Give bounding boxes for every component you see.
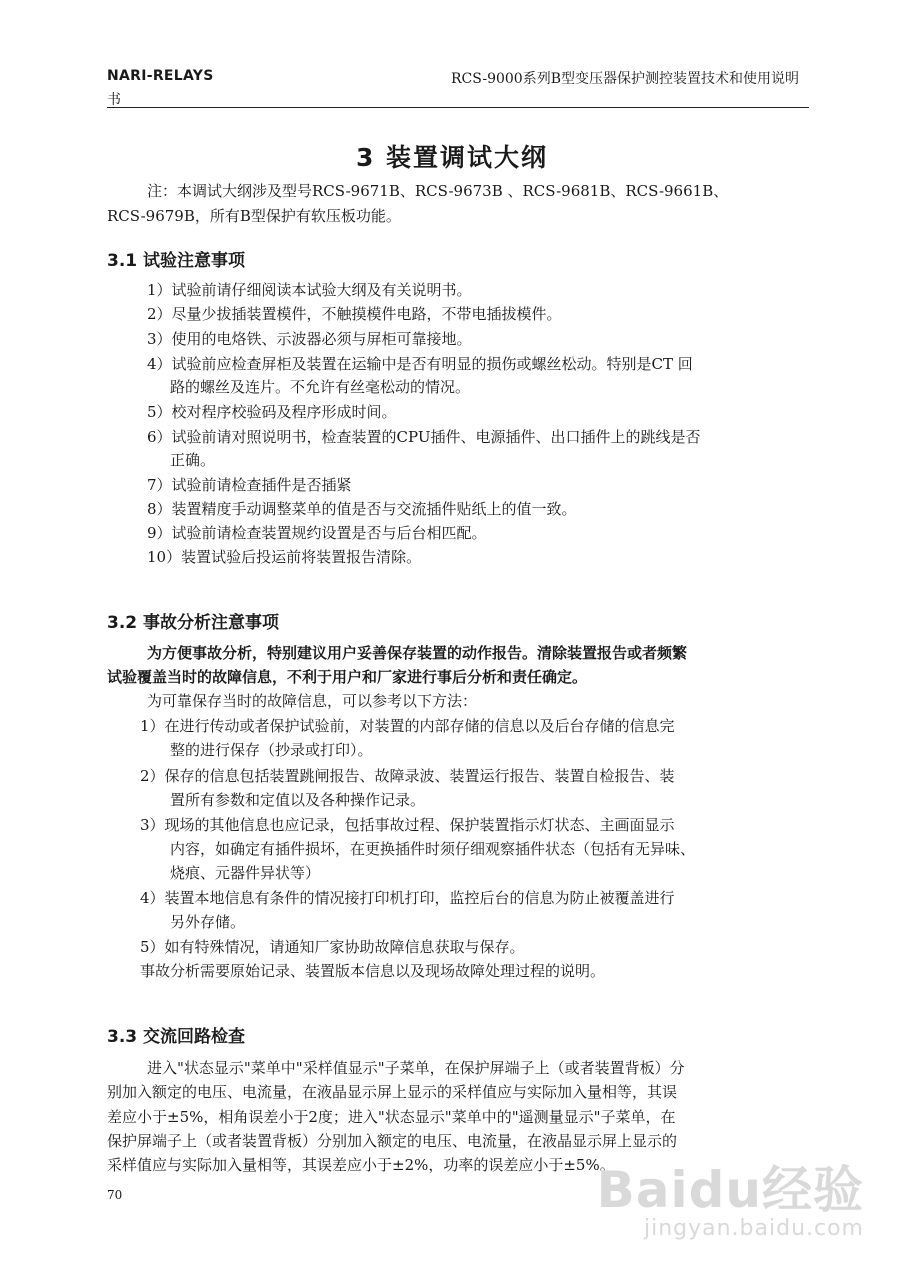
note-line-1: 注：本调试大纲涉及型号RCS-9671B、RCS-9673B 、RCS-9681B、RCS-9661B、 [147, 182, 729, 200]
note-line-2: RCS-9679B，所有B型保护有软压板功能。 [107, 207, 401, 225]
doc-title-continued: 书 [107, 92, 121, 108]
list-item-continuation: 内容，如确定有插件损坏，在更换插件时须仔细观察插件状态（包括有无异味、 [170, 840, 696, 858]
paragraph-line: 差应小于±5%，相角误差小于2度；进入"状态显示"菜单中的"遥测量显示"子菜单，在 [107, 1108, 676, 1126]
doc-title-header: RCS-9000系列B型变压器保护测控装置技术和使用说明 [450, 71, 799, 87]
section-heading-3-1: 3.1 试验注意事项 [107, 251, 246, 271]
section-heading-3-3: 3.3 交流回路检查 [107, 1027, 246, 1047]
list-item-continuation: 另外存储。 [170, 913, 246, 931]
paragraph-line: 进入"状态显示"菜单中"采样值显示"子菜单，在保护屏端子上（或者装置背板）分 [147, 1059, 685, 1077]
brand-header: NARI-RELAYS [107, 68, 214, 84]
list-item: 5）如有特殊情况，请通知厂家协助故障信息获取与保存。 [140, 938, 525, 956]
list-item-continuation: 置所有参数和定值以及各种操作记录。 [170, 791, 426, 809]
paragraph-line: 别加入额定的电压、电流量，在液晶显示屏上显示的采样值应与实际加入量相等，其误 [107, 1083, 678, 1101]
watermark-url: jingyan.baidu.com [643, 1216, 864, 1241]
list-item: 2）尽量少拔插装置模件，不触摸模件电路，不带电插拔模件。 [147, 305, 562, 323]
section-heading-3-2: 3.2 事故分析注意事项 [107, 613, 280, 633]
baidu-watermark [597, 1150, 864, 1241]
list-item: 1）在进行传动或者保护试验前，对装置的内部存储的信息以及后台存储的信息完 [140, 717, 675, 735]
list-item: 5）校对程序校验码及程序形成时间。 [147, 403, 397, 421]
list-item: 7）试验前请检查插件是否插紧 [147, 476, 352, 494]
list-item: 6）试验前请对照说明书，检查装置的CPU插件、电源插件、出口插件上的跳线是否 [147, 428, 701, 446]
list-item: 3）使用的电烙铁、示波器必须与屏柜可靠接地。 [147, 330, 472, 348]
list-item: 10）装置试验后投运前将装置报告清除。 [147, 548, 422, 566]
list-item: 4）装置本地信息有条件的情况接打印机打印，监控后台的信息为防止被覆盖进行 [140, 889, 675, 907]
page-number: 70 [107, 1188, 123, 1202]
closing-paragraph: 事故分析需要原始记录、装置版本信息以及现场故障处理过程的说明。 [140, 962, 606, 980]
chapter-title: 3 装置调试大纲 [355, 143, 549, 172]
list-item: 3）现场的其他信息也应记录，包括事故过程、保护装置指示灯状态、主画面显示 [140, 816, 675, 834]
list-item: 9）试验前请检查装置规约设置是否与后台相匹配。 [147, 524, 487, 542]
bold-paragraph-line-1: 为方便事故分析，特别建议用户妥善保存装置的动作报告。清除装置报告或者频繁 [147, 644, 688, 662]
paragraph-line: 保护屏端子上（或者装置背板）分别加入额定的电压、电流量，在液晶显示屏上显示的 [107, 1132, 678, 1150]
paragraph-line: 采样值应与实际加入量相等，其误差应小于±2%，功率的误差应小于±5%。 [107, 1156, 615, 1174]
header-divider [107, 107, 809, 108]
watermark-logo: Baidu经验 [596, 1161, 864, 1219]
list-item-continuation: 整的进行保存（抄录或打印）。 [170, 741, 373, 759]
list-item: 1）试验前请仔细阅读本试验大纲及有关说明书。 [147, 281, 472, 299]
list-item: 8）装置精度手动调整菜单的值是否与交流插件贴纸上的值一致。 [147, 500, 577, 518]
list-item-continuation: 烧痕、元器件异状等） [170, 864, 321, 882]
list-item-continuation: 路的螺丝及连片。不允许有丝毫松动的情况。 [170, 378, 471, 396]
intro-paragraph: 为可靠保存当时的故障信息，可以参考以下方法： [147, 692, 478, 710]
list-item: 4）试验前应检查屏柜及装置在运输中是否有明显的损伤或螺丝松动。特别是CT 回 [147, 355, 693, 373]
list-item: 2）保存的信息包括装置跳闸报告、故障录波、装置运行报告、装置自检报告、装 [140, 767, 675, 785]
bold-paragraph-line-2: 试验覆盖当时的故障信息，不利于用户和厂家进行事后分析和责任确定。 [107, 668, 588, 686]
list-item-continuation: 正确。 [170, 451, 216, 469]
